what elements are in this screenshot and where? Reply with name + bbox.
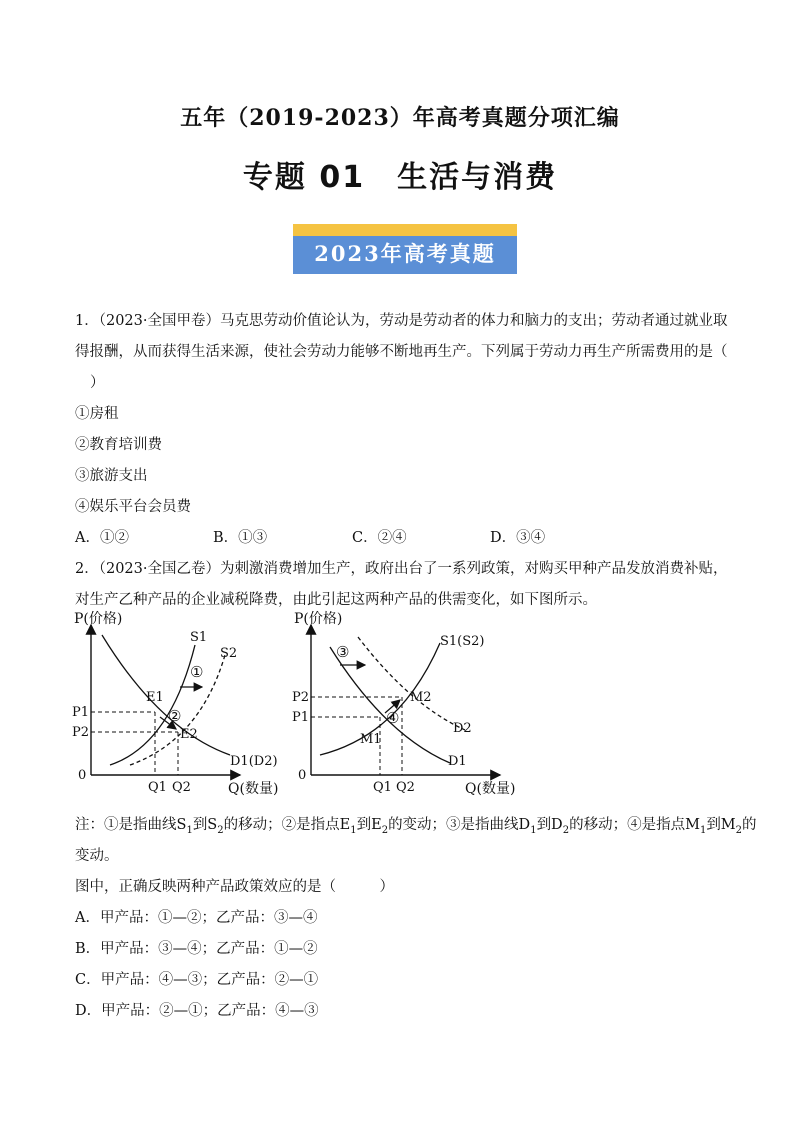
q1-stem-line2: 得报酬，从而获得生活来源，使社会劳动力能够不断地再生产。下列属于劳动力再生产所需费用的是（ <box>75 344 728 360</box>
tick-label-q2: Q2 <box>396 780 415 795</box>
origin-label: 0 <box>78 768 87 783</box>
q1-item-2: ②教育培训费 <box>75 437 162 453</box>
q1-choice-c: C．②④ <box>352 530 407 546</box>
annotation-2: ② <box>168 707 182 725</box>
q2-choice-a: A．甲产品：①—②；乙产品：③—④ <box>75 910 318 926</box>
q2-stem-line2: 对生产乙种产品的企业减税降费，由此引起这两种产品的供需变化，如下图所示。 <box>75 592 597 608</box>
annotation-1: ① <box>190 663 204 681</box>
q1-stem-line3: ） <box>90 375 105 391</box>
doc-title: 专题 01 生活与消费 <box>242 160 558 195</box>
curve-label-s1: S1 <box>190 630 208 645</box>
supply-demand-chart-2 <box>290 605 520 805</box>
y-axis-label: P(价格) <box>294 611 343 627</box>
q1-stem-line1: 1．（2023·全国甲卷）马克思劳动价值论认为，劳动是劳动者的体力和脑力的支出；劳动者通过就业取 <box>75 313 728 329</box>
q2-prompt: 图中，正确反映两种产品政策效应的是（ ） <box>75 879 394 895</box>
q2-choice-c: C．甲产品：④—③；乙产品：②—① <box>75 972 319 988</box>
point-label-m2: M2 <box>410 690 432 705</box>
demand-curve-d2 <box>358 637 465 730</box>
q2-choice-d: D．甲产品：②—①；乙产品：④—③ <box>75 1003 319 1019</box>
q1-item-1: ①房租 <box>75 406 119 422</box>
tick-label-q1: Q1 <box>148 780 167 795</box>
tick-label-p1: P1 <box>72 705 90 720</box>
tick-label-p1: P1 <box>292 710 310 725</box>
x-axis-label: Q(数量) <box>465 781 516 797</box>
q2-stem-line1: 2．（2023·全国乙卷）为刺激消费增加生产，政府出台了一系列政策，对购买甲种产品发放消费补贴， <box>75 561 728 577</box>
curve-label-d1: D1 <box>448 754 467 769</box>
q2-note-line2: 变动。 <box>75 848 119 864</box>
curve-label-d2: D2 <box>453 721 472 736</box>
supply-curve-s1 <box>110 645 195 765</box>
point-label-e1: E1 <box>146 690 164 705</box>
curve-label-s1s2: S1(S2) <box>440 634 485 649</box>
q1-choice-d: D．③④ <box>490 530 546 546</box>
q1-choice-b: B．①③ <box>213 530 268 546</box>
curve-label-s2: S2 <box>220 646 238 661</box>
tick-label-p2: P2 <box>72 725 90 740</box>
point-label-m1: M1 <box>360 732 382 747</box>
tick-label-p2: P2 <box>292 690 310 705</box>
q2-choice-b: B．甲产品：③—④；乙产品：①—② <box>75 941 318 957</box>
section-banner: 2023年高考真题 <box>293 224 517 274</box>
annotation-4: ④ <box>386 709 400 727</box>
tick-label-q2: Q2 <box>172 780 191 795</box>
curve-label-d1d2: D1(D2) <box>230 754 278 769</box>
tick-label-q1: Q1 <box>373 780 392 795</box>
q1-choice-a: A．①② <box>75 530 129 546</box>
point-label-e2: E2 <box>180 727 198 742</box>
demand-curve-d1d2 <box>102 635 230 755</box>
x-axis-label: Q(数量) <box>228 781 279 797</box>
supply-demand-chart-1 <box>70 605 290 805</box>
y-axis-label: P(价格) <box>74 611 123 627</box>
q2-note-line1: 注：①是指曲线$S_1$到$S_2$的移动；②是指点$E_1$到$E_2$的变动；③是指曲线$D_1$到$D_2$的移动；④是指点$M_1$到$M_2$的 <box>75 817 757 836</box>
origin-label: 0 <box>298 768 307 783</box>
doc-subtitle: 五年（2019-2023）年高考真题分项汇编 <box>180 105 620 131</box>
q1-item-4: ④娱乐平台会员费 <box>75 499 191 515</box>
annotation-3: ③ <box>336 643 350 661</box>
q1-item-3: ③旅游支出 <box>75 468 148 484</box>
